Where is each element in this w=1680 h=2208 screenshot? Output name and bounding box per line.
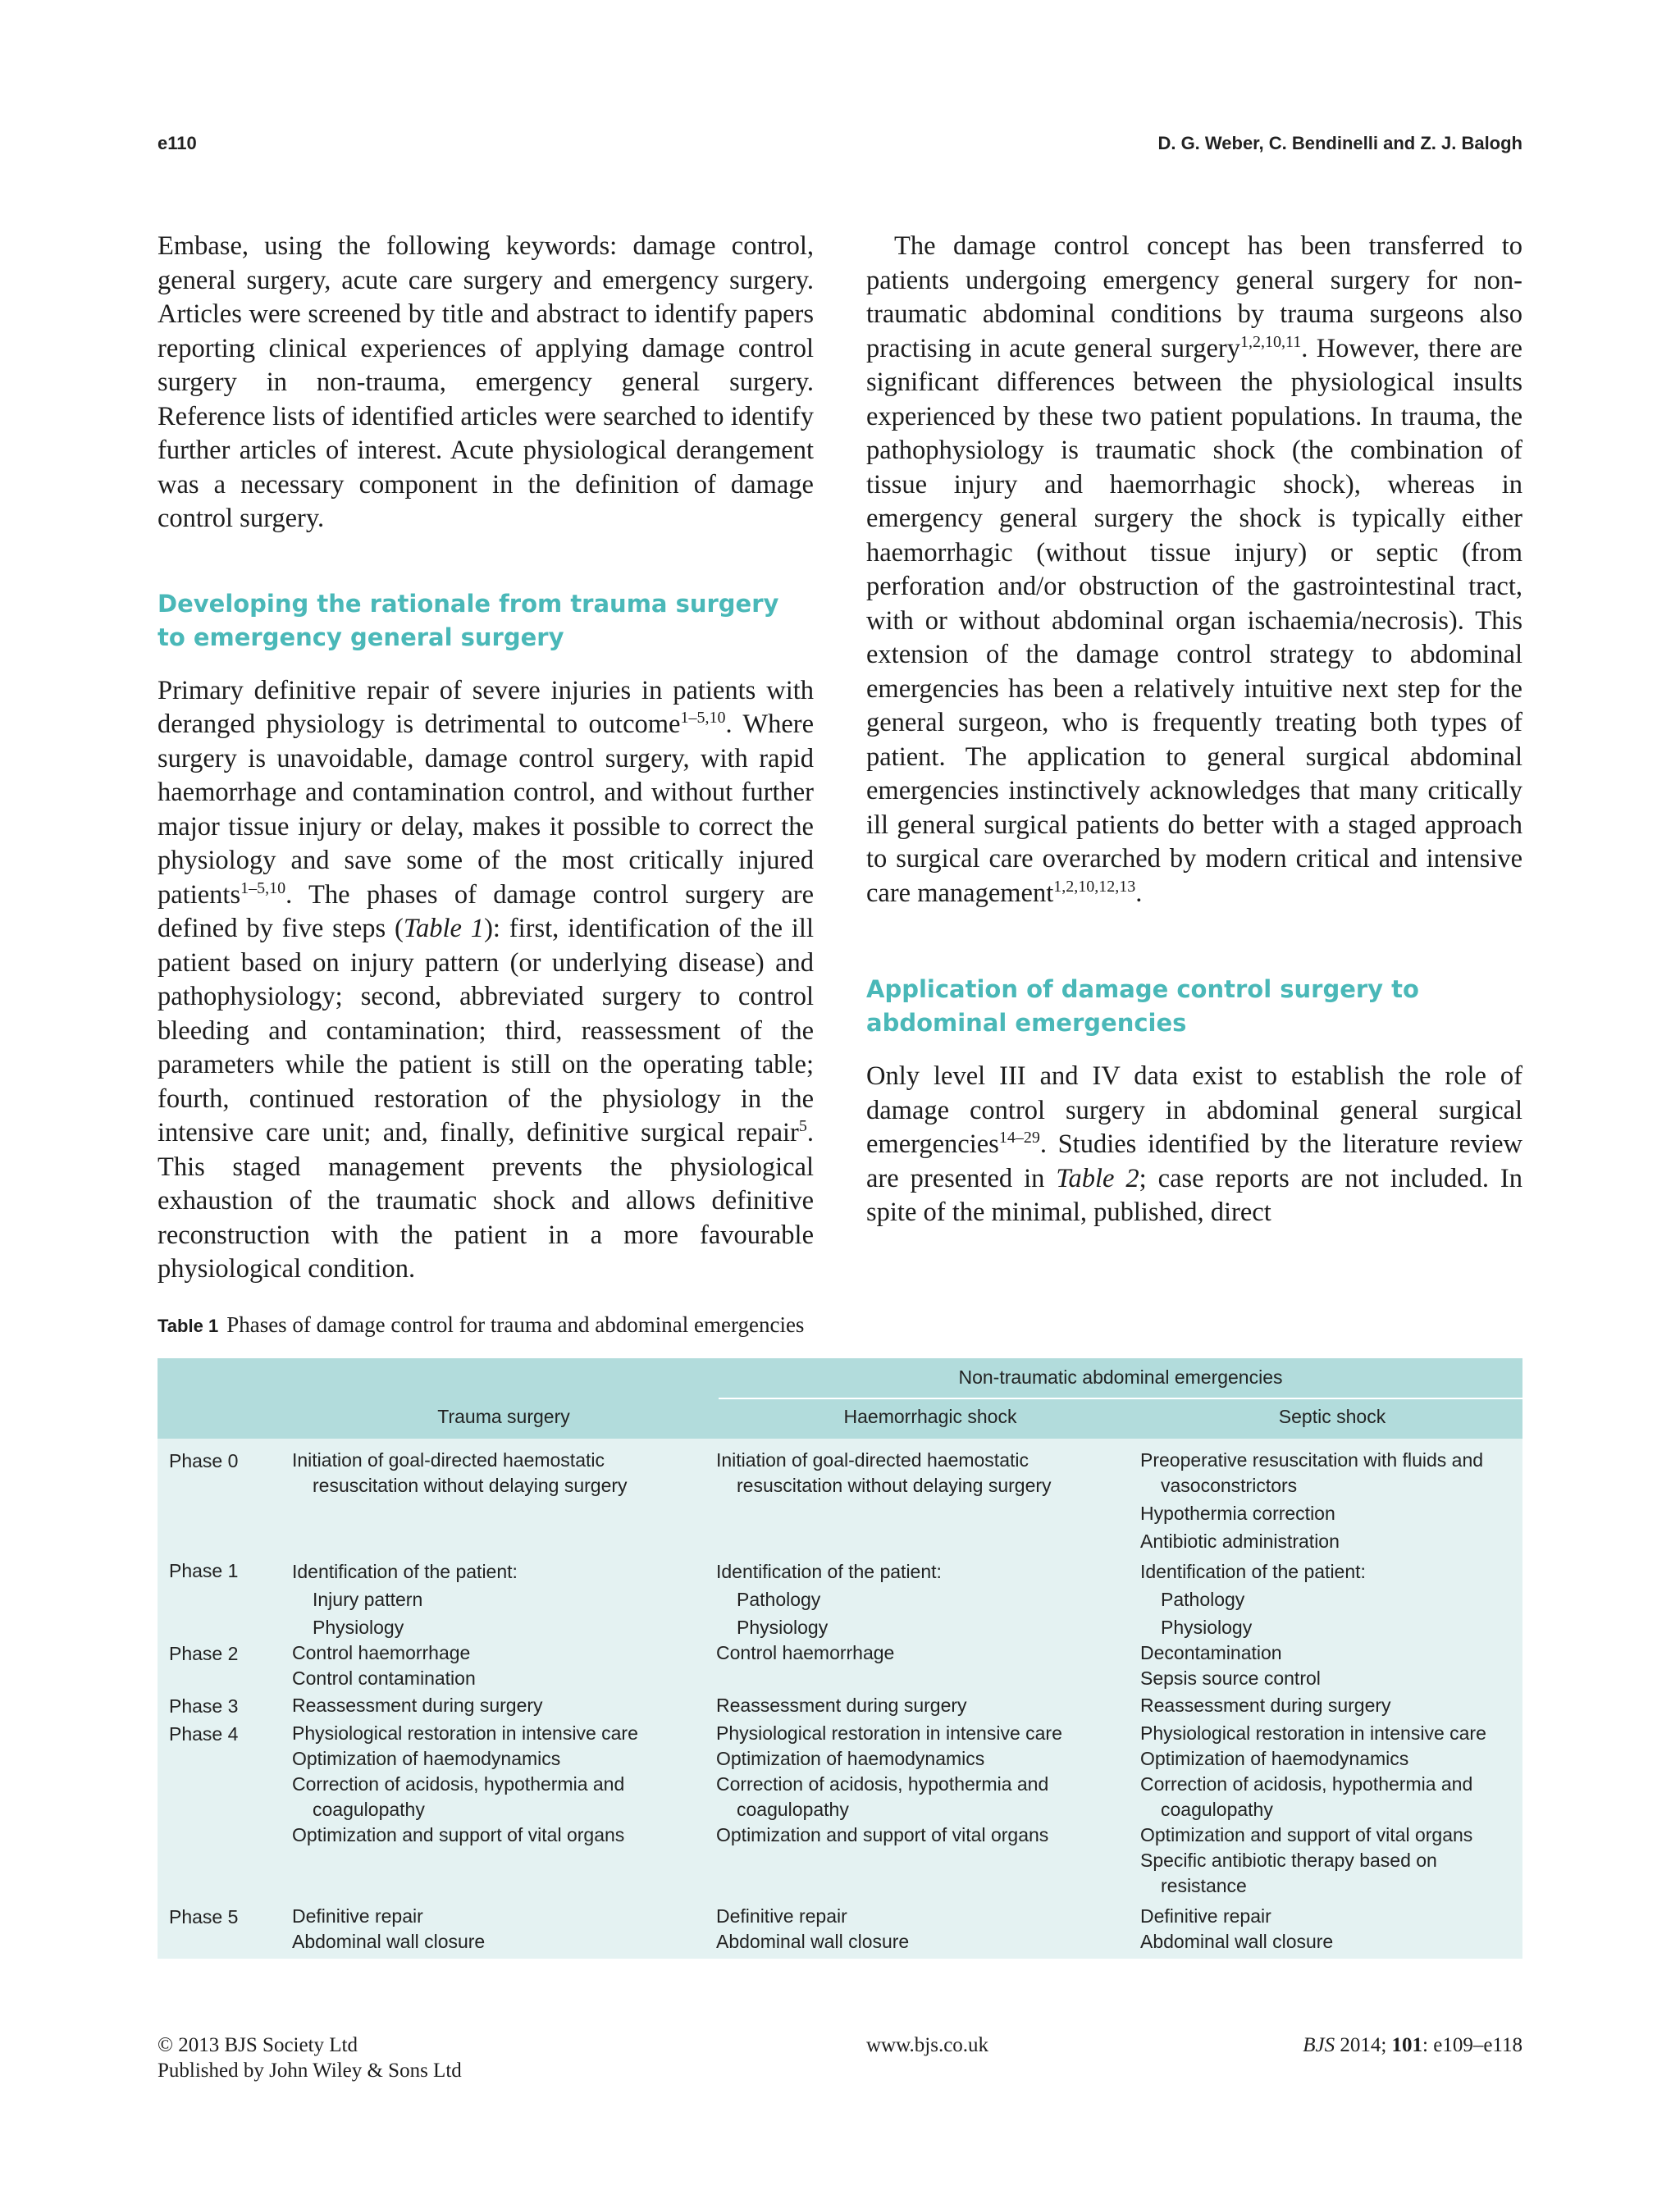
left-column	[158, 230, 814, 1287]
table-cell	[716, 1721, 1062, 1848]
column-header-septic: Septic shock	[1278, 1406, 1386, 1427]
cell-line: Preoperative resuscitation with fluids and	[1140, 1449, 1484, 1471]
section-heading	[158, 587, 814, 655]
table-cell	[716, 1448, 1052, 1499]
journal-name: BJS	[1303, 2034, 1335, 2056]
table-cell	[1140, 1721, 1486, 1899]
table-cell	[1140, 1693, 1391, 1718]
cell-line: Optimization and support of vital organs	[716, 1824, 1049, 1845]
cell-line: Physiological restoration in intensive care	[716, 1722, 1062, 1744]
table-cell	[716, 1640, 894, 1666]
column-header-trauma: Trauma surgery	[437, 1406, 570, 1427]
table-cell	[1140, 1558, 1366, 1641]
cell-line: Definitive repair	[292, 1905, 423, 1927]
phases-table	[158, 1358, 1522, 1959]
running-head-authors: D. G. Weber, C. Bendinelli and Z. J. Balogh	[1157, 133, 1522, 153]
cell-line: Pathology	[737, 1589, 821, 1610]
table-cell	[1140, 1448, 1483, 1554]
table-cell	[716, 1904, 909, 1955]
cell-line: Optimization of haemodynamics	[292, 1748, 561, 1769]
cell-line: Initiation of goal-directed haemostatic	[716, 1449, 1029, 1471]
text-run: . This staged management prevents the physiological exhaustion of the traumatic shock and allows definitive reconstruction with the patient in a more favourable physiological condition.	[158, 1118, 814, 1284]
citation: 14–29	[998, 1129, 1040, 1147]
cell-line: Sepsis source control	[1140, 1667, 1321, 1689]
phase-label: Phase 5	[169, 1906, 239, 1927]
cell-line: Hypothermia correction	[1140, 1503, 1335, 1524]
table-cell	[292, 1558, 518, 1641]
cell-line: Definitive repair	[1140, 1905, 1271, 1927]
cell-line: Control contamination	[292, 1667, 476, 1689]
text-run: . Studies identified by the literature review are presented in	[866, 1129, 1522, 1193]
text-run: Only level III and IV data exist to establish the role of damage control surgery in abdominal general surgical emergencies	[866, 1061, 1522, 1159]
cell-line: Control haemorrhage	[292, 1642, 471, 1663]
footer-copyright	[158, 2032, 462, 2083]
cell-line: coagulopathy	[737, 1799, 849, 1820]
cell-line: Reassessment during surgery	[716, 1695, 967, 1716]
phase-label: Phase 2	[169, 1643, 239, 1664]
citation: 1,2,10,12,13	[1053, 877, 1136, 896]
table-caption	[158, 1312, 804, 1338]
cell-line: vasoconstrictors	[1161, 1475, 1298, 1496]
cell-line: Reassessment during surgery	[292, 1695, 543, 1716]
journal-url[interactable]: www.bjs.co.uk	[866, 2034, 989, 2056]
table-reference: Table 1	[403, 914, 485, 943]
text-run: ): first, identification of the ill patient based on injury pattern (or underlying disease) and pathophysiology; second, abbreviated surgery to control bleeding and contamination; third, reassessment of the parameters while the patient is still on the operating table; fourth, continued restoration of the physiology in the intensive care unit; and, finally, definitive surgical repair	[158, 914, 814, 1147]
text-run: ; case reports are not included. In spite of the minimal, published, direct	[866, 1163, 1523, 1227]
column-group-header: Non-traumatic abdominal emergencies	[958, 1366, 1283, 1388]
journal-year: 2014;	[1335, 2034, 1392, 2056]
cell-line: Specific antibiotic therapy based on	[1140, 1850, 1437, 1871]
cell-line: Optimization and support of vital organs	[292, 1824, 625, 1845]
cell-line: Reassessment during surgery	[1140, 1695, 1391, 1716]
cell-line: Pathology	[1161, 1589, 1245, 1610]
table-label: Table 1	[158, 1316, 219, 1336]
cell-line: Abdominal wall closure	[716, 1931, 910, 1952]
table-cell	[716, 1693, 967, 1718]
cell-line: Abdominal wall closure	[292, 1931, 486, 1952]
table-cell	[292, 1448, 628, 1499]
citation: 1,2,10,11	[1239, 332, 1302, 351]
cell-line: Abdominal wall closure	[1140, 1931, 1334, 1952]
right-column	[866, 230, 1522, 1230]
text-run: The damage control concept has been transferred to patients undergoing emergency general surgery for non-traumatic abdominal conditions by trauma surgeons also practising in acute general surgery	[866, 231, 1522, 363]
cell-line: resistance	[1161, 1875, 1247, 1896]
cell-line: Physiological restoration in intensive care	[292, 1722, 638, 1744]
citation: 5	[798, 1117, 807, 1135]
table-cell	[292, 1904, 485, 1955]
phase-label: Phase 4	[169, 1723, 239, 1745]
column-header-haemorrhagic: Haemorrhagic shock	[843, 1406, 1017, 1427]
citation: 1–5,10	[240, 878, 286, 897]
cell-line: Identification of the patient:	[1140, 1561, 1366, 1582]
text-run: . Where surgery is unavoidable, damage control surgery, with rapid haemorrhage and contamination control, and without further major tissue injury or delay, makes it possible to correct the physiology and save some of the most critically injured patients	[158, 709, 814, 910]
table-cell	[1140, 1640, 1321, 1691]
section-heading-text: Developing the rationale from trauma surgery to emergency general surgery	[158, 589, 779, 651]
cell-line: Control haemorrhage	[716, 1642, 895, 1663]
page-number: e110	[158, 133, 197, 153]
cell-line: Physiological restoration in intensive care	[1140, 1722, 1486, 1744]
table-caption-text: Phases of damage control for trauma and abdominal emergencies	[226, 1312, 805, 1337]
text-run: Primary definitive repair of severe injuries in patients with deranged physiology is detrimental to outcome	[158, 675, 814, 739]
table-header	[158, 1358, 1522, 1439]
text-run: . The phases of damage control surgery are defined by five steps (	[158, 879, 814, 943]
table-cell	[292, 1693, 543, 1718]
cell-line: Antibiotic administration	[1140, 1531, 1340, 1552]
copyright-line: © 2013 BJS Society Ltd	[158, 2034, 358, 2056]
cell-line: Optimization and support of vital organs	[1140, 1824, 1473, 1845]
body-paragraph	[866, 1060, 1522, 1230]
body-paragraph	[866, 230, 1522, 910]
journal-citation	[1303, 2032, 1522, 2058]
cell-line: Identification of the patient:	[716, 1561, 942, 1582]
cell-line: Correction of acidosis, hypothermia and	[716, 1773, 1049, 1795]
cell-line: Initiation of goal-directed haemostatic	[292, 1449, 605, 1471]
cell-line: Physiology	[313, 1617, 404, 1638]
cell-line: Injury pattern	[313, 1589, 423, 1610]
body-paragraph	[158, 674, 814, 1287]
cell-line: Definitive repair	[716, 1905, 847, 1927]
cell-line: Physiology	[737, 1617, 829, 1638]
phase-label: Phase 3	[169, 1695, 239, 1717]
section-heading	[866, 973, 1522, 1040]
cell-line: Physiology	[1161, 1617, 1253, 1638]
cell-line: Identification of the patient:	[292, 1561, 518, 1582]
table-cell	[292, 1721, 638, 1848]
header-divider	[719, 1398, 1522, 1399]
cell-line: Correction of acidosis, hypothermia and	[1140, 1773, 1473, 1795]
table-cell	[716, 1558, 942, 1641]
phase-label: Phase 0	[169, 1450, 239, 1471]
table-cell	[1140, 1904, 1333, 1955]
cell-line: Correction of acidosis, hypothermia and	[292, 1773, 625, 1795]
cell-line: coagulopathy	[1161, 1799, 1273, 1820]
cell-line: Decontamination	[1140, 1642, 1282, 1663]
cell-line: resuscitation without delaying surgery	[737, 1475, 1052, 1496]
text-run: .	[1135, 878, 1143, 908]
table-reference: Table 2	[1056, 1163, 1139, 1193]
cell-line: coagulopathy	[313, 1799, 425, 1820]
text-run: . However, there are significant differences between the physiological insults experienced by these two patient populations. In trauma, the pathophysiology is traumatic shock (the combination of tissue injury and haemorrhagic shock), whereas in emergency general surgery the shock is typically either haemorrhagic (without tissue injury) or septic (from perforation and/or obstruction of the gastrointestinal tract, with or without abdominal organ ischaemia/necrosis). This extension of the damage control strategy to abdominal emergencies has been a relatively intuitive next step for the general surgeon, who is frequently treating both types of patient. The application to general surgical abdominal emergencies instinctively acknowledges that many critically ill general surgical patients do better with a staged approach to surgical care overarched by modern critical and intensive care management	[866, 333, 1522, 908]
citation: 1–5,10	[680, 709, 726, 727]
body-paragraph: Embase, using the following keywords: damage control, general surgery, acute care surgery and emergency surgery. Articles were screened by title and abstract to identify papers reporting clinical experiences of applying damage control surgery in non-trauma, emergency general surgery. Reference lists of identified articles were searched to identify further articles of interest. Acute physiological derangement was a necessary component in the definition of damage control surgery.	[158, 231, 814, 533]
publisher-line: Published by John Wiley & Sons Ltd	[158, 2060, 462, 2082]
phase-label: Phase 1	[169, 1560, 239, 1581]
table-cell	[292, 1640, 476, 1691]
journal-pages: : e109–e118	[1422, 2034, 1522, 2056]
cell-line: Optimization of haemodynamics	[716, 1748, 985, 1769]
journal-volume: 101	[1391, 2034, 1423, 2056]
section-heading-text: Application of damage control surgery to abdominal emergencies	[866, 975, 1419, 1037]
cell-line: Optimization of haemodynamics	[1140, 1748, 1409, 1769]
cell-line: resuscitation without delaying surgery	[313, 1475, 628, 1496]
